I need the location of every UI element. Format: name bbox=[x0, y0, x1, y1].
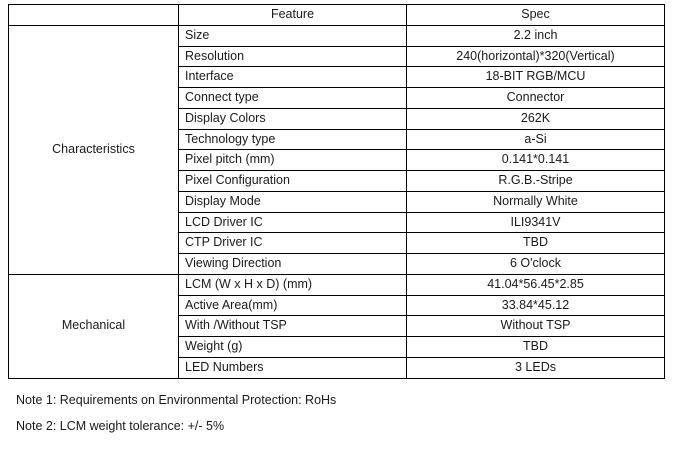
feature-label: Display Mode bbox=[179, 191, 407, 212]
feature-label: Pixel pitch (mm) bbox=[179, 150, 407, 171]
feature-label: Display Colors bbox=[179, 108, 407, 129]
feature-label: CTP Driver IC bbox=[179, 233, 407, 254]
feature-label: Interface bbox=[179, 67, 407, 88]
feature-value: 3 LEDs bbox=[407, 357, 665, 378]
feature-label: LED Numbers bbox=[179, 357, 407, 378]
feature-value: Connector bbox=[407, 88, 665, 109]
group-label-characteristics: Characteristics bbox=[9, 25, 179, 274]
feature-label: Active Area(mm) bbox=[179, 295, 407, 316]
feature-label: Connect type bbox=[179, 88, 407, 109]
feature-label: Weight (g) bbox=[179, 337, 407, 358]
group-label-mechanical: Mechanical bbox=[9, 274, 179, 378]
feature-value: 6 O'clock bbox=[407, 254, 665, 275]
feature-value: 240(horizontal)*320(Vertical) bbox=[407, 46, 665, 67]
feature-value: 18-BIT RGB/MCU bbox=[407, 67, 665, 88]
feature-value: TBD bbox=[407, 337, 665, 358]
feature-value: Without TSP bbox=[407, 316, 665, 337]
header-corner-blank bbox=[9, 5, 179, 26]
notes-section bbox=[8, 393, 672, 435]
specification-table bbox=[8, 4, 665, 379]
header-feature: Feature bbox=[179, 5, 407, 26]
feature-value: TBD bbox=[407, 233, 665, 254]
feature-label: Size bbox=[179, 25, 407, 46]
feature-value: a-Si bbox=[407, 129, 665, 150]
feature-label: Viewing Direction bbox=[179, 254, 407, 275]
feature-label: Pixel Configuration bbox=[179, 171, 407, 192]
feature-value: ILI9341V bbox=[407, 212, 665, 233]
feature-value: R.G.B.-Stripe bbox=[407, 171, 665, 192]
feature-value: 41.04*56.45*2.85 bbox=[407, 274, 665, 295]
feature-value: 2.2 inch bbox=[407, 25, 665, 46]
feature-value: 0.141*0.141 bbox=[407, 150, 665, 171]
feature-label: With /Without TSP bbox=[179, 316, 407, 337]
note-2: Note 2: LCM weight tolerance: +/- 5% bbox=[16, 419, 225, 434]
feature-label: Technology type bbox=[179, 129, 407, 150]
feature-label: LCM (W x H x D) (mm) bbox=[179, 274, 407, 295]
feature-label: LCD Driver IC bbox=[179, 212, 407, 233]
feature-value: 33.84*45.12 bbox=[407, 295, 665, 316]
feature-value: 262K bbox=[407, 108, 665, 129]
header-spec: Spec bbox=[407, 5, 665, 26]
feature-label: Resolution bbox=[179, 46, 407, 67]
note-1: Note 1: Requirements on Environmental Protection: RoHs bbox=[16, 392, 337, 407]
feature-value: Normally White bbox=[407, 191, 665, 212]
table-row bbox=[9, 25, 665, 46]
table-header-row bbox=[9, 5, 665, 26]
table-row bbox=[9, 274, 665, 295]
